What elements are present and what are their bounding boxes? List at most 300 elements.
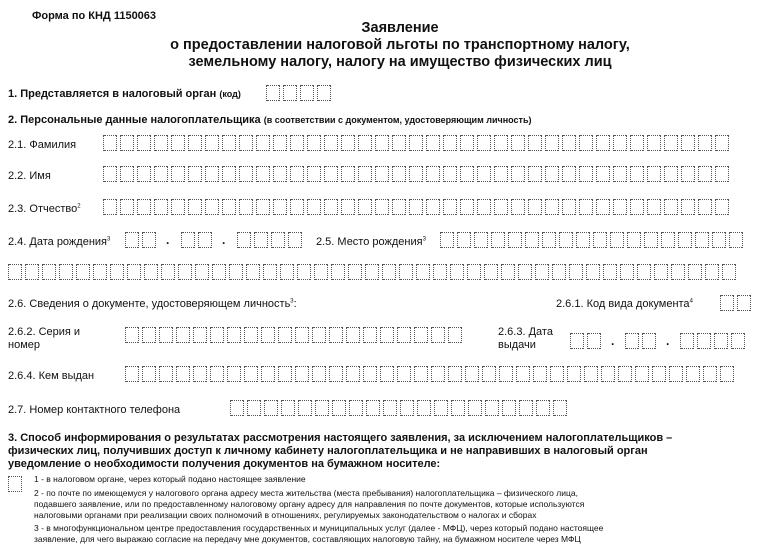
issue-day-field[interactable] xyxy=(570,333,604,349)
character-cell[interactable] xyxy=(254,232,268,248)
character-cell[interactable] xyxy=(647,166,661,182)
character-cell[interactable] xyxy=(715,135,729,151)
date-separator: . xyxy=(222,233,226,247)
character-cell[interactable] xyxy=(511,166,525,182)
character-cell[interactable] xyxy=(525,232,539,248)
character-cell[interactable] xyxy=(273,135,287,151)
character-cell[interactable] xyxy=(431,327,445,343)
character-cell[interactable] xyxy=(559,232,573,248)
character-cell[interactable] xyxy=(25,264,39,280)
character-cell[interactable] xyxy=(477,199,491,215)
character-cell[interactable] xyxy=(193,366,207,382)
character-cell[interactable] xyxy=(239,135,253,151)
character-cell[interactable] xyxy=(399,264,413,280)
character-cell[interactable] xyxy=(613,199,627,215)
character-cell[interactable] xyxy=(380,327,394,343)
character-cell[interactable] xyxy=(474,232,488,248)
character-cell[interactable] xyxy=(358,166,372,182)
character-cell[interactable] xyxy=(576,232,590,248)
character-cell[interactable] xyxy=(329,366,343,382)
character-cell[interactable] xyxy=(154,135,168,151)
character-cell[interactable] xyxy=(205,199,219,215)
character-cell[interactable] xyxy=(528,166,542,182)
character-cell[interactable] xyxy=(205,135,219,151)
character-cell[interactable] xyxy=(518,264,532,280)
character-cell[interactable] xyxy=(125,232,139,248)
character-cell[interactable] xyxy=(715,199,729,215)
character-cell[interactable] xyxy=(273,199,287,215)
character-cell[interactable] xyxy=(246,264,260,280)
character-cell[interactable] xyxy=(227,327,241,343)
character-cell[interactable] xyxy=(329,327,343,343)
character-cell[interactable] xyxy=(159,327,173,343)
character-cell[interactable] xyxy=(212,264,226,280)
character-cell[interactable] xyxy=(426,135,440,151)
character-cell[interactable] xyxy=(375,135,389,151)
character-cell[interactable] xyxy=(382,264,396,280)
character-cell[interactable] xyxy=(448,366,462,382)
character-cell[interactable] xyxy=(635,366,649,382)
character-cell[interactable] xyxy=(647,199,661,215)
character-cell[interactable] xyxy=(508,232,522,248)
character-cell[interactable] xyxy=(457,232,471,248)
character-cell[interactable] xyxy=(625,333,639,349)
character-cell[interactable] xyxy=(239,166,253,182)
character-cell[interactable] xyxy=(465,366,479,382)
character-cell[interactable] xyxy=(314,264,328,280)
character-cell[interactable] xyxy=(290,135,304,151)
character-cell[interactable] xyxy=(584,366,598,382)
character-cell[interactable] xyxy=(324,199,338,215)
character-cell[interactable] xyxy=(703,366,717,382)
character-cell[interactable] xyxy=(409,166,423,182)
character-cell[interactable] xyxy=(264,400,278,416)
character-cell[interactable] xyxy=(263,264,277,280)
character-cell[interactable] xyxy=(499,366,513,382)
issue-year-field[interactable] xyxy=(680,333,748,349)
character-cell[interactable] xyxy=(297,264,311,280)
character-cell[interactable] xyxy=(93,264,107,280)
character-cell[interactable] xyxy=(596,135,610,151)
character-cell[interactable] xyxy=(332,400,346,416)
character-cell[interactable] xyxy=(295,327,309,343)
character-cell[interactable] xyxy=(161,264,175,280)
character-cell[interactable] xyxy=(697,333,711,349)
character-cell[interactable] xyxy=(120,199,134,215)
character-cell[interactable] xyxy=(661,232,675,248)
character-cell[interactable] xyxy=(545,199,559,215)
character-cell[interactable] xyxy=(681,135,695,151)
issued-by-label: 2.6.4. Кем выдан xyxy=(8,370,95,382)
character-cell[interactable] xyxy=(59,264,73,280)
character-cell[interactable] xyxy=(346,327,360,343)
character-cell[interactable] xyxy=(120,166,134,182)
character-cell[interactable] xyxy=(375,166,389,182)
character-cell[interactable] xyxy=(630,199,644,215)
character-cell[interactable] xyxy=(307,166,321,182)
character-cell[interactable] xyxy=(502,400,516,416)
character-cell[interactable] xyxy=(266,85,280,101)
character-cell[interactable] xyxy=(392,166,406,182)
character-cell[interactable] xyxy=(722,264,736,280)
character-cell[interactable] xyxy=(278,327,292,343)
delivery-method-checkbox[interactable] xyxy=(8,476,22,492)
character-cell[interactable] xyxy=(247,400,261,416)
character-cell[interactable] xyxy=(278,366,292,382)
doc-info-colon: : xyxy=(293,298,297,310)
character-cell[interactable] xyxy=(669,366,683,382)
character-cell[interactable] xyxy=(562,135,576,151)
character-cell[interactable] xyxy=(110,264,124,280)
character-cell[interactable] xyxy=(460,166,474,182)
character-cell[interactable] xyxy=(103,135,117,151)
character-cell[interactable] xyxy=(596,166,610,182)
character-cell[interactable] xyxy=(397,327,411,343)
character-cell[interactable] xyxy=(443,166,457,182)
character-cell[interactable] xyxy=(256,135,270,151)
character-cell[interactable] xyxy=(695,232,709,248)
character-cell[interactable] xyxy=(431,366,445,382)
character-cell[interactable] xyxy=(142,366,156,382)
series-number-field[interactable] xyxy=(125,327,465,343)
character-cell[interactable] xyxy=(519,400,533,416)
character-cell[interactable] xyxy=(714,333,728,349)
character-cell[interactable] xyxy=(417,400,431,416)
character-cell[interactable] xyxy=(426,199,440,215)
character-cell[interactable] xyxy=(545,135,559,151)
character-cell[interactable] xyxy=(230,400,244,416)
character-cell[interactable] xyxy=(307,135,321,151)
birth-day-field[interactable] xyxy=(125,232,159,248)
character-cell[interactable] xyxy=(593,232,607,248)
birth-month-field[interactable] xyxy=(181,232,215,248)
character-cell[interactable] xyxy=(528,135,542,151)
character-cell[interactable] xyxy=(205,166,219,182)
birth-year-field[interactable] xyxy=(237,232,305,248)
character-cell[interactable] xyxy=(698,166,712,182)
character-cell[interactable] xyxy=(103,166,117,182)
character-cell[interactable] xyxy=(443,135,457,151)
character-cell[interactable] xyxy=(613,135,627,151)
character-cell[interactable] xyxy=(460,199,474,215)
character-cell[interactable] xyxy=(331,264,345,280)
character-cell[interactable] xyxy=(8,264,22,280)
footnote-ref: 3 xyxy=(290,298,294,305)
character-cell[interactable] xyxy=(125,327,139,343)
character-cell[interactable] xyxy=(137,135,151,151)
character-cell[interactable] xyxy=(176,366,190,382)
character-cell[interactable] xyxy=(42,264,56,280)
character-cell[interactable] xyxy=(178,264,192,280)
character-cell[interactable] xyxy=(239,199,253,215)
character-cell[interactable] xyxy=(664,166,678,182)
character-cell[interactable] xyxy=(698,135,712,151)
doc-type-label xyxy=(556,298,693,310)
character-cell[interactable] xyxy=(485,400,499,416)
character-cell[interactable] xyxy=(627,232,641,248)
tax-office-code-field[interactable] xyxy=(266,85,334,101)
character-cell[interactable] xyxy=(720,295,734,311)
character-cell[interactable] xyxy=(664,135,678,151)
character-cell[interactable] xyxy=(281,400,295,416)
character-cell[interactable] xyxy=(222,199,236,215)
character-cell[interactable] xyxy=(491,232,505,248)
section2-hint: (в соответствии с документом, удостоверяющим личность) xyxy=(263,115,532,125)
character-cell[interactable] xyxy=(229,264,243,280)
character-cell[interactable] xyxy=(586,264,600,280)
character-cell[interactable] xyxy=(288,232,302,248)
character-cell[interactable] xyxy=(416,264,430,280)
title-line: земельному налогу, налогу на имущество физических лиц xyxy=(188,54,612,70)
character-cell[interactable] xyxy=(103,199,117,215)
character-cell[interactable] xyxy=(358,199,372,215)
character-cell[interactable] xyxy=(307,199,321,215)
character-cell[interactable] xyxy=(137,199,151,215)
character-cell[interactable] xyxy=(477,166,491,182)
phone-field[interactable] xyxy=(230,400,570,416)
character-cell[interactable] xyxy=(550,366,564,382)
character-cell[interactable] xyxy=(142,327,156,343)
patronymic-field[interactable] xyxy=(103,199,732,215)
character-cell[interactable] xyxy=(375,199,389,215)
character-cell[interactable] xyxy=(637,264,651,280)
character-cell[interactable] xyxy=(188,135,202,151)
character-cell[interactable] xyxy=(460,135,474,151)
character-cell[interactable] xyxy=(341,135,355,151)
character-cell[interactable] xyxy=(195,264,209,280)
issued-by-field[interactable] xyxy=(125,366,737,382)
character-cell[interactable] xyxy=(237,232,251,248)
character-cell[interactable] xyxy=(261,327,275,343)
character-cell[interactable] xyxy=(569,264,583,280)
character-cell[interactable] xyxy=(516,366,530,382)
character-cell[interactable] xyxy=(120,135,134,151)
character-cell[interactable] xyxy=(705,264,719,280)
character-cell[interactable] xyxy=(511,199,525,215)
character-cell[interactable] xyxy=(450,264,464,280)
character-cell[interactable] xyxy=(176,327,190,343)
character-cell[interactable] xyxy=(433,264,447,280)
character-cell[interactable] xyxy=(720,366,734,382)
character-cell[interactable] xyxy=(596,199,610,215)
option-text: заявление, для чего выражаю согласие на передачу мне документов, составляющих налоговую тайну, на бумажном носителе через МФЦ xyxy=(34,534,581,544)
character-cell[interactable] xyxy=(587,333,601,349)
character-cell[interactable] xyxy=(647,135,661,151)
character-cell[interactable] xyxy=(553,400,567,416)
character-cell[interactable] xyxy=(630,135,644,151)
character-cell[interactable] xyxy=(256,166,270,182)
character-cell[interactable] xyxy=(154,199,168,215)
character-cell[interactable] xyxy=(652,366,666,382)
character-cell[interactable] xyxy=(300,85,314,101)
issue-month-field[interactable] xyxy=(625,333,659,349)
character-cell[interactable] xyxy=(125,366,139,382)
character-cell[interactable] xyxy=(494,135,508,151)
option-text: 2 - по почте по имеющемуся у налогового органа адресу места жительства (места пребывания) налогоплательщика – физического лица, xyxy=(34,488,578,498)
character-cell[interactable] xyxy=(244,366,258,382)
character-cell[interactable] xyxy=(613,166,627,182)
character-cell[interactable] xyxy=(76,264,90,280)
character-cell[interactable] xyxy=(731,333,745,349)
surname-field[interactable] xyxy=(103,135,732,151)
character-cell[interactable] xyxy=(654,264,668,280)
character-cell[interactable] xyxy=(414,366,428,382)
character-cell[interactable] xyxy=(317,85,331,101)
character-cell[interactable] xyxy=(603,264,617,280)
character-cell[interactable] xyxy=(366,400,380,416)
date-separator: . xyxy=(666,334,670,348)
birth-place-field-continued[interactable] xyxy=(8,264,739,280)
character-cell[interactable] xyxy=(434,400,448,416)
character-cell[interactable] xyxy=(484,264,498,280)
character-cell[interactable] xyxy=(298,400,312,416)
character-cell[interactable] xyxy=(712,232,726,248)
character-cell[interactable] xyxy=(171,199,185,215)
character-cell[interactable] xyxy=(542,232,556,248)
footnote-ref: 3 xyxy=(422,236,426,243)
character-cell[interactable] xyxy=(448,327,462,343)
character-cell[interactable] xyxy=(610,232,624,248)
character-cell[interactable] xyxy=(501,264,515,280)
character-cell[interactable] xyxy=(193,327,207,343)
character-cell[interactable] xyxy=(365,264,379,280)
character-cell[interactable] xyxy=(171,135,185,151)
character-cell[interactable] xyxy=(397,366,411,382)
character-cell[interactable] xyxy=(601,366,615,382)
character-cell[interactable] xyxy=(715,166,729,182)
character-cell[interactable] xyxy=(528,199,542,215)
character-cell[interactable] xyxy=(283,85,297,101)
character-cell[interactable] xyxy=(324,135,338,151)
character-cell[interactable] xyxy=(562,199,576,215)
character-cell[interactable] xyxy=(341,166,355,182)
character-cell[interactable] xyxy=(290,199,304,215)
character-cell[interactable] xyxy=(664,199,678,215)
character-cell[interactable] xyxy=(681,166,695,182)
character-cell[interactable] xyxy=(477,135,491,151)
character-cell[interactable] xyxy=(142,232,156,248)
character-cell[interactable] xyxy=(642,333,656,349)
character-cell[interactable] xyxy=(312,366,326,382)
character-cell[interactable] xyxy=(494,199,508,215)
character-cell[interactable] xyxy=(482,366,496,382)
character-cell[interactable] xyxy=(400,400,414,416)
character-cell[interactable] xyxy=(346,366,360,382)
character-cell[interactable] xyxy=(511,135,525,151)
character-cell[interactable] xyxy=(271,232,285,248)
character-cell[interactable] xyxy=(737,295,751,311)
character-cell[interactable] xyxy=(137,166,151,182)
character-cell[interactable] xyxy=(392,199,406,215)
character-cell[interactable] xyxy=(698,199,712,215)
character-cell[interactable] xyxy=(198,232,212,248)
character-cell[interactable] xyxy=(440,232,454,248)
character-cell[interactable] xyxy=(426,166,440,182)
character-cell[interactable] xyxy=(688,264,702,280)
character-cell[interactable] xyxy=(144,264,158,280)
character-cell[interactable] xyxy=(380,366,394,382)
character-cell[interactable] xyxy=(443,199,457,215)
doc-type-code-field[interactable] xyxy=(720,295,754,311)
character-cell[interactable] xyxy=(567,366,581,382)
character-cell[interactable] xyxy=(545,166,559,182)
character-cell[interactable] xyxy=(188,199,202,215)
character-cell[interactable] xyxy=(341,199,355,215)
character-cell[interactable] xyxy=(222,166,236,182)
character-cell[interactable] xyxy=(671,264,685,280)
birth-place-field[interactable] xyxy=(440,232,746,248)
character-cell[interactable] xyxy=(680,333,694,349)
character-cell[interactable] xyxy=(363,327,377,343)
character-cell[interactable] xyxy=(579,166,593,182)
character-cell[interactable] xyxy=(349,400,363,416)
character-cell[interactable] xyxy=(729,232,743,248)
character-cell[interactable] xyxy=(620,264,634,280)
character-cell[interactable] xyxy=(324,166,338,182)
character-cell[interactable] xyxy=(618,366,632,382)
character-cell[interactable] xyxy=(579,199,593,215)
doc-info-text: 2.6. Сведения о документе, удостоверяющем личность xyxy=(8,298,291,310)
character-cell[interactable] xyxy=(290,166,304,182)
character-cell[interactable] xyxy=(678,232,692,248)
character-cell[interactable] xyxy=(552,264,566,280)
character-cell[interactable] xyxy=(227,366,241,382)
character-cell[interactable] xyxy=(451,400,465,416)
character-cell[interactable] xyxy=(280,264,294,280)
character-cell[interactable] xyxy=(414,327,428,343)
character-cell[interactable] xyxy=(273,166,287,182)
character-cell[interactable] xyxy=(535,264,549,280)
character-cell[interactable] xyxy=(159,366,173,382)
character-cell[interactable] xyxy=(171,166,185,182)
character-cell[interactable] xyxy=(312,327,326,343)
character-cell[interactable] xyxy=(181,232,195,248)
character-cell[interactable] xyxy=(579,135,593,151)
character-cell[interactable] xyxy=(644,232,658,248)
character-cell[interactable] xyxy=(681,199,695,215)
character-cell[interactable] xyxy=(409,135,423,151)
name-field[interactable] xyxy=(103,166,732,182)
character-cell[interactable] xyxy=(210,366,224,382)
character-cell[interactable] xyxy=(409,199,423,215)
character-cell[interactable] xyxy=(315,400,329,416)
character-cell[interactable] xyxy=(348,264,362,280)
character-cell[interactable] xyxy=(536,400,550,416)
character-cell[interactable] xyxy=(533,366,547,382)
character-cell[interactable] xyxy=(392,135,406,151)
character-cell[interactable] xyxy=(261,366,275,382)
character-cell[interactable] xyxy=(630,166,644,182)
character-cell[interactable] xyxy=(244,327,258,343)
character-cell[interactable] xyxy=(222,135,236,151)
character-cell[interactable] xyxy=(127,264,141,280)
character-cell[interactable] xyxy=(210,327,224,343)
birth-date-text: 2.4. Дата рождения xyxy=(8,236,107,248)
character-cell[interactable] xyxy=(686,366,700,382)
character-cell[interactable] xyxy=(494,166,508,182)
character-cell[interactable] xyxy=(562,166,576,182)
character-cell[interactable] xyxy=(363,366,377,382)
character-cell[interactable] xyxy=(468,400,482,416)
character-cell[interactable] xyxy=(295,366,309,382)
character-cell[interactable] xyxy=(570,333,584,349)
character-cell[interactable] xyxy=(383,400,397,416)
character-cell[interactable] xyxy=(358,135,372,151)
character-cell[interactable] xyxy=(256,199,270,215)
character-cell[interactable] xyxy=(154,166,168,182)
character-cell[interactable] xyxy=(188,166,202,182)
character-cell[interactable] xyxy=(467,264,481,280)
